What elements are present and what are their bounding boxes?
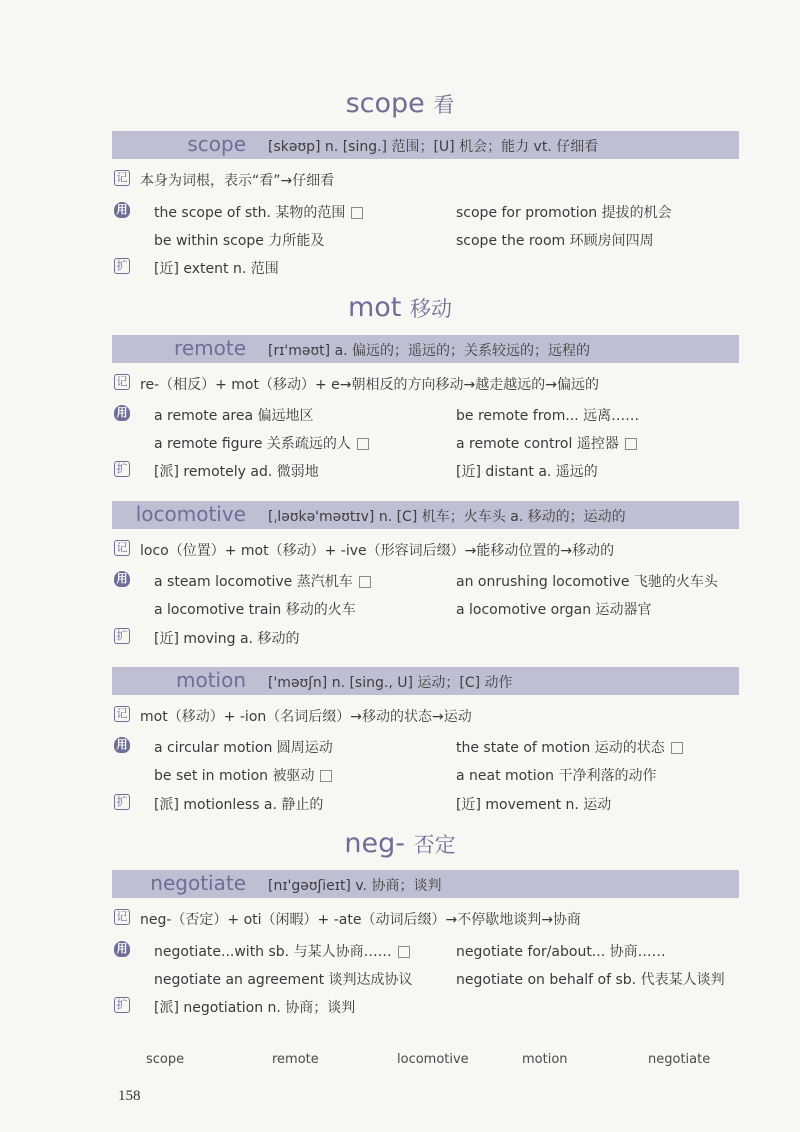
footer-word-motion: motion [522,1052,568,1067]
audio-icon [357,438,369,450]
entry-bar-negotiate [112,870,739,898]
definition-locomotive: [ˌləʊkə'məʊtɪv] n. [C] 机车；火车头 a. 移动的；运动的 [268,509,626,525]
extend-motion-2: [近] movement n. 运动 [456,797,612,813]
audio-icon [398,946,410,958]
usage-scope-1: the scope of sth. 某物的范围 [154,202,363,222]
usage-locomotive-3: a locomotive train 移动的火车 [154,602,356,618]
mnemonic-scope: 本身为词根，表示“看”→仔细看 [140,173,335,189]
entry-bar-locomotive [112,501,739,529]
usage-negotiate-3: negotiate an agreement 谈判达成协议 [154,972,413,988]
footer-word-remote: remote [272,1052,319,1067]
mnemonic-icon: 记 [114,706,130,722]
usage-locomotive-2: an onrushing locomotive 飞驰的火车头 [456,574,718,590]
usage-locomotive-1: a steam locomotive 蒸汽机车 [154,571,371,591]
extend-icon: 扩 [114,997,130,1013]
extend-icon: 扩 [114,794,130,810]
usage-icon: 用 [114,737,130,753]
definition-scope: [skəʊp] n. [sing.] 范围；[U] 机会；能力 vt. 仔细看 [268,139,599,155]
usage-remote-3: a remote figure 关系疏远的人 [154,433,369,453]
headword-motion: motion [175,668,246,692]
headword-locomotive: locomotive [135,502,246,526]
extend-remote-1: [派] remotely ad. 微弱地 [154,464,319,480]
extend-scope: [近] extent n. 范围 [154,261,279,277]
entry-bar-scope [112,131,739,159]
headword-negotiate: negotiate [150,871,246,895]
audio-icon [320,770,332,782]
section-title-scope: scope 看 [345,88,455,119]
usage-locomotive-4: a locomotive organ 运动器官 [456,602,652,618]
usage-icon: 用 [114,941,130,957]
usage-icon: 用 [114,405,130,421]
entry-bar-motion [112,667,739,695]
extend-negotiate: [派] negotiation n. 协商；谈判 [154,1000,356,1016]
section-title-neg: neg- 否定 [344,828,456,859]
extend-icon: 扩 [114,628,130,644]
usage-remote-1: a remote area 偏远地区 [154,408,314,424]
usage-remote-2: be remote from... 远离…… [456,408,640,424]
usage-icon: 用 [114,202,130,218]
audio-icon [359,576,371,588]
usage-motion-3: be set in motion 被驱动 [154,765,332,785]
headword-remote: remote [174,336,246,360]
mnemonic-icon: 记 [114,170,130,186]
definition-negotiate: [nɪ'gəʊʃieɪt] v. 协商；谈判 [268,878,442,894]
definition-motion: ['məʊʃn] n. [sing., U] 运动；[C] 动作 [268,675,513,691]
usage-motion-1: a circular motion 圆周运动 [154,740,333,756]
usage-scope-2: scope for promotion 提拔的机会 [456,205,672,221]
section-title-mot: mot 移动 [347,292,452,323]
mnemonic-locomotive: loco（位置）+ mot（移动）+ -ive（形容词后缀）→能移动位置的→移动的 [140,543,615,559]
footer-word-locomotive: locomotive [397,1052,469,1067]
entry-bar-remote [112,335,739,363]
audio-icon [671,742,683,754]
usage-remote-4: a remote control 遥控器 [456,433,637,453]
footer-word-scope: scope [146,1052,185,1067]
usage-scope-3: be within scope 力所能及 [154,233,325,249]
mnemonic-negotiate: neg-（否定）+ oti（闲暇）+ -ate（动词后缀）→不停歇地谈判→协商 [140,912,581,928]
extend-icon: 扩 [114,461,130,477]
mnemonic-motion: mot（移动）+ -ion（名词后缀）→移动的状态→运动 [140,709,472,725]
usage-icon: 用 [114,571,130,587]
extend-motion-1: [派] motionless a. 静止的 [154,797,324,813]
mnemonic-icon: 记 [114,540,130,556]
headword-scope: scope [187,132,246,156]
usage-negotiate-1: negotiate...with sb. 与某人协商…… [154,941,410,961]
footer-word-negotiate: negotiate [648,1052,711,1067]
usage-motion-2: the state of motion 运动的状态 [456,737,683,757]
definition-remote: [rɪ'məʊt] a. 偏远的；遥远的；关系较远的；远程的 [268,343,591,359]
mnemonic-icon: 记 [114,374,130,390]
audio-icon [351,207,363,219]
extend-remote-2: [近] distant a. 遥远的 [456,464,598,480]
usage-negotiate-2: negotiate for/about... 协商…… [456,944,666,960]
page-number: 158 [118,1088,141,1104]
audio-icon [625,438,637,450]
extend-locomotive: [近] moving a. 移动的 [154,631,300,647]
usage-negotiate-4: negotiate on behalf of sb. 代表某人谈判 [456,972,725,988]
usage-scope-4: scope the room 环顾房间四周 [456,233,654,249]
mnemonic-remote: re-（相反）+ mot（移动）+ e→朝相反的方向移动→越走越远的→偏远的 [140,377,599,393]
mnemonic-icon: 记 [114,909,130,925]
usage-motion-4: a neat motion 干净利落的动作 [456,768,657,784]
extend-icon: 扩 [114,258,130,274]
